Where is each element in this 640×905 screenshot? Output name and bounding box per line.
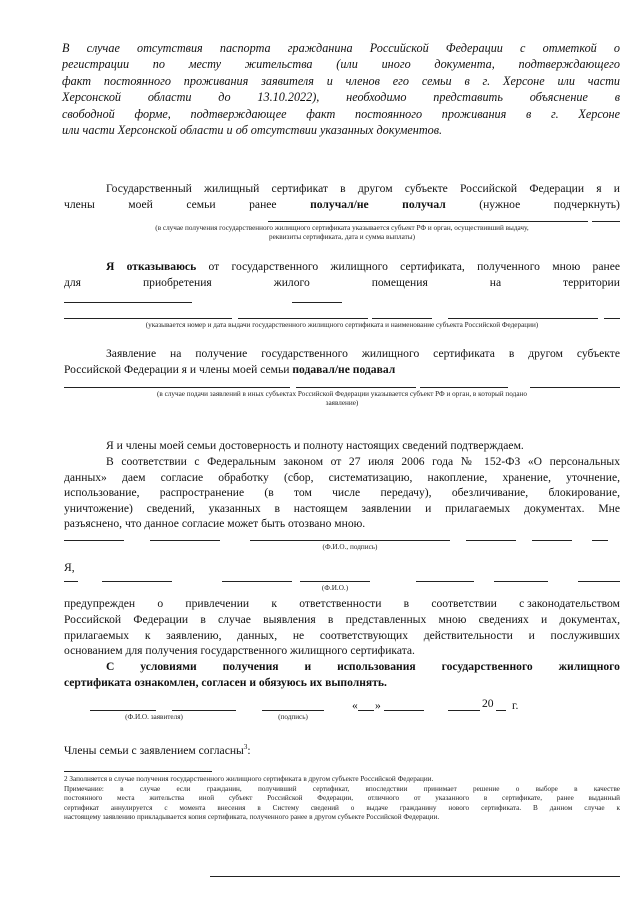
word: (нужное [479, 198, 521, 211]
applicant-fio-line[interactable] [90, 710, 156, 711]
consent-line: использование, распространение (в том числе передачу), обезличивание, блокирование, [64, 486, 620, 499]
caption: (Ф.И.О., подпись) [322, 543, 378, 551]
family-label-text: Члены семьи с заявлением согласны [64, 743, 244, 757]
word: привлечении [185, 597, 250, 610]
caption: заявление) [325, 399, 359, 407]
word: в [403, 597, 410, 610]
fill-line[interactable] [64, 302, 192, 303]
terms-line1 [106, 659, 620, 675]
warning-line: Российской Федерации в случае выявления в представленных мною сведениях и документах, [64, 613, 620, 626]
word: моей [128, 198, 153, 211]
word: условиями [140, 660, 197, 673]
fill-line[interactable] [64, 540, 124, 541]
fill-line[interactable] [102, 581, 172, 582]
option-received: получал/не [310, 198, 369, 211]
footnote-separator [64, 771, 212, 772]
fill-line[interactable] [64, 581, 78, 582]
refusal-line [106, 259, 620, 275]
intro-line: факт постоянного проживания заявителя и членов его семьи в г. Херсоне или части [62, 73, 620, 88]
word: подчеркнуть) [553, 198, 620, 211]
warning-line: основанием для получения государственного жилищного сертификата. [64, 644, 415, 657]
word: семьи [186, 198, 216, 211]
fill-line[interactable] [238, 318, 368, 319]
fill-line[interactable] [416, 581, 474, 582]
confirmation-line: Я и члены моей семьи достоверность и полноту настоящих сведений подтверждаем. [106, 439, 524, 452]
word: предупрежден [64, 597, 136, 610]
fill-line[interactable] [448, 318, 598, 319]
fill-line[interactable] [532, 540, 572, 541]
word: для [64, 276, 82, 289]
fill-line[interactable] [300, 581, 370, 582]
caption: (Ф.И.О. заявителя) [125, 713, 183, 721]
caption: (в случае подачи заявлений в иных субъектах Российской Федерации указывается субъект РФ и орган, в который подано [157, 390, 527, 398]
option-not-received: получал [402, 198, 446, 211]
applicant-fio-line[interactable] [172, 710, 236, 711]
application-line2 [64, 362, 620, 378]
application-options: подавал/не подавал [292, 363, 396, 376]
terms-line2: сертификата ознакомлен, согласен и обязуюсь их выполнять. [64, 676, 387, 689]
caption: (в случае получения государственного жилищного сертификата указывается субъект РФ и орган, осуществивший выдачу, [155, 224, 529, 232]
word: С [106, 660, 115, 673]
year-suffix: г. [512, 699, 519, 712]
application-text: Российской Федерации я и члены моей семьи [64, 363, 293, 376]
consent-line: уничтожение) сведений, указанных в настоящем заявлении и прилагаемых документах. Мне [64, 501, 620, 515]
intro-line: регистрации по месту жительства (или иного документа, подтверждающего [62, 57, 620, 72]
word: государственного [441, 660, 533, 673]
fill-line[interactable] [222, 581, 292, 582]
date-day-line[interactable] [358, 710, 374, 711]
intro-line: свободной форме, подтверждающее факт постоянного проживания в г. Херсоне [62, 106, 620, 121]
word: и [304, 660, 312, 673]
word: помещения [371, 276, 428, 289]
date-month-line2[interactable] [448, 710, 480, 711]
refusal-text: от государственного жилищного сертификата, полученного мною ранее [196, 260, 620, 273]
consent-line: данных» даем согласие обработку (сбор, систематизацию, накопление, хранение, уточнение, [64, 470, 620, 484]
fill-line[interactable] [150, 540, 220, 541]
ya-label: Я, [64, 561, 75, 574]
note-line: Примечание: в случае если гражданин, получивший сертификат, впоследствии принимает решение о выборе в качестве [64, 785, 620, 793]
fill-line[interactable] [530, 387, 620, 388]
fill-line[interactable] [64, 387, 290, 388]
fill-line[interactable] [466, 540, 516, 541]
warning-paragraph [64, 612, 620, 659]
certificate-received-line2 [64, 197, 620, 213]
footnote-2: 2 Заполняется в случае получения государственного жилищного сертификата в другом субъекте Российской Федерации. [64, 775, 434, 783]
intro-line: В случае отсутствия паспорта гражданина Российской Федерации с отметкой о [62, 41, 620, 55]
footnote-ref: 3 [243, 743, 248, 751]
date-close: » [375, 699, 381, 712]
fill-line[interactable] [592, 540, 608, 541]
word: использования [337, 660, 416, 673]
caption: (подпись) [278, 713, 308, 721]
note-line: постоянного места жительства иной субъект Российской Федерации, отличного от указанного в сертификате, ранее выданный [64, 794, 620, 803]
warning-line: прилагаемых к заявлению, данных, не соответствующих действительности и послуживших [64, 628, 620, 642]
note-line: сертификат аннулируется с момента внесения в Систему сведений о выдаче гражданину нового сертификата. В данном случае к [64, 803, 620, 812]
word: члены [64, 198, 95, 211]
footnote-note [64, 785, 620, 823]
consent-line: разъяснено, что данное согласие может быть отозвано мною. [64, 517, 366, 530]
word: с законодательством [519, 597, 620, 610]
word: ответственности [299, 597, 382, 610]
word: ранее [249, 198, 277, 211]
colon: : [247, 743, 251, 757]
word: приобретения [142, 276, 212, 289]
refusal-bold: Я отказываюсь [106, 260, 197, 273]
caption: реквизиты сертификата, дата и сумма выплаты) [269, 233, 415, 241]
fill-line[interactable] [494, 581, 548, 582]
consent-line: В соответствии с Федеральным законом от 27 июля 2006 года № 152-ФЗ «О персональных [106, 455, 620, 468]
word: к [271, 597, 278, 610]
intro-paragraph [62, 40, 620, 138]
fill-line[interactable] [372, 318, 432, 319]
intro-line: или части Херсонской области и об отсутствии указанных документов. [62, 123, 443, 138]
caption: (указывается номер и дата выдачи государственного жилищного сертификата и наименование субъекта Российской Федерации) [145, 321, 539, 329]
bottom-line [210, 876, 620, 877]
note-line: настоящему заявлению прикладывается копия сертификата, полученного ранее в другом субъекте Российской Федерации. [64, 813, 440, 822]
word: на [489, 276, 502, 289]
word: жилого [273, 276, 310, 289]
year-prefix: 20 [482, 697, 494, 710]
date-open: « [352, 699, 358, 712]
family-agree-label [64, 740, 251, 758]
year-line[interactable] [496, 710, 506, 711]
word: жилищного [558, 660, 620, 673]
fill-line[interactable] [296, 387, 416, 388]
word: о [157, 597, 164, 610]
caption: (Ф.И.О.) [321, 584, 349, 592]
word: соответствии [431, 597, 497, 610]
fill-line[interactable] [578, 581, 620, 582]
fill-line[interactable] [250, 540, 450, 541]
application-line: Заявление на получение государственного жилищного сертификата в другом субъекте [106, 347, 620, 360]
certificate-received-line: Государственный жилищный сертификат в другом субъекте Российской Федерации я и [106, 182, 620, 195]
refusal-line2 [64, 275, 620, 291]
fill-line[interactable] [604, 318, 620, 319]
warning-line1 [64, 596, 620, 612]
fill-line[interactable] [292, 302, 342, 303]
word: территории [563, 276, 620, 289]
consent-paragraph [64, 454, 620, 532]
date-month-line[interactable] [384, 710, 424, 711]
fill-line[interactable] [592, 221, 620, 222]
word: получения [222, 660, 279, 673]
fill-line[interactable] [64, 318, 232, 319]
fill-line[interactable] [268, 221, 588, 222]
fill-line[interactable] [420, 387, 508, 388]
signature-line[interactable] [262, 710, 324, 711]
intro-line: Херсонской области до 13.10.2022), необходимо представить объяснение в [62, 90, 620, 105]
